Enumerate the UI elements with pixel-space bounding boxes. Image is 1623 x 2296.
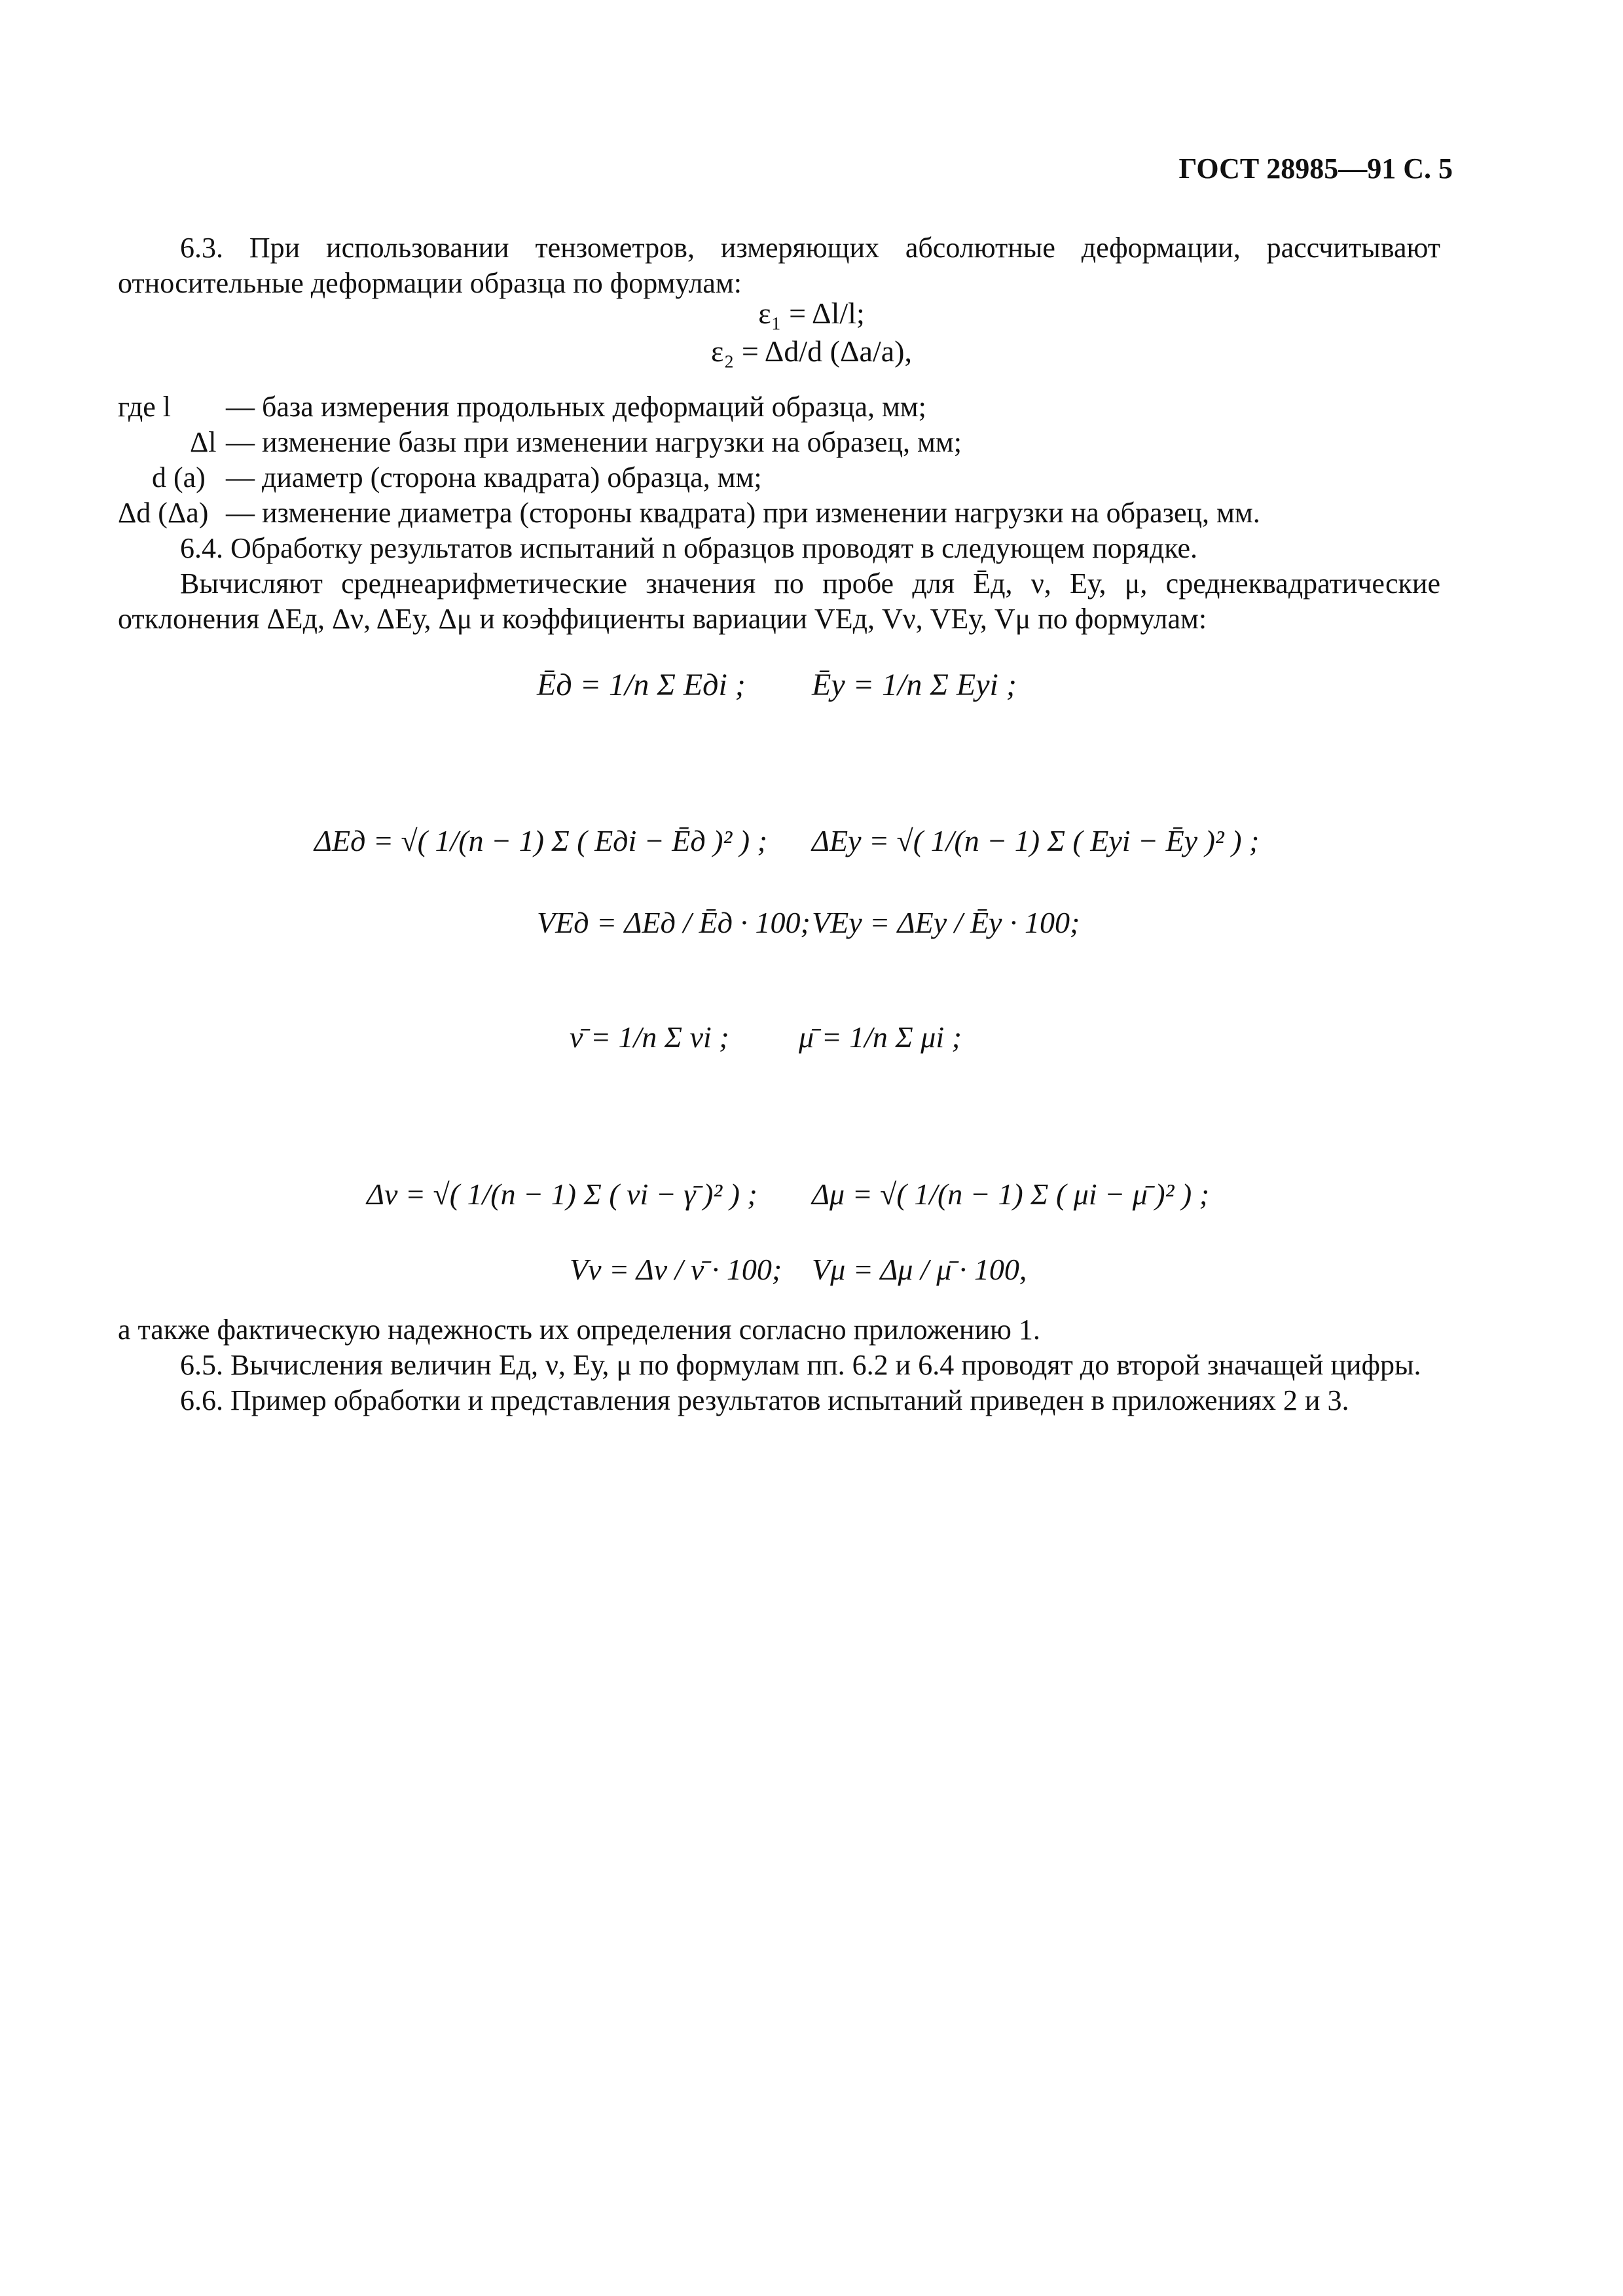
formula-mean-nu [570, 1020, 729, 1054]
formula-text: Δν = √( 1/(n − 1) Σ ( νi − γ̄ )² ) ; [367, 1177, 757, 1211]
formula-text: Vν = Δν / ν̄ · 100; [570, 1253, 782, 1286]
section-6-3 [118, 230, 1440, 301]
formula-cv-nu [570, 1253, 782, 1286]
paragraph-after-formulas: а также фактическую надежность их определения согласно приложению 1. [118, 1314, 1040, 1346]
formula-std-ey [811, 824, 1259, 857]
legend-desc: — изменение базы при изменении нагрузки на образец, мм; [226, 426, 962, 458]
paragraph-6-6: 6.6. Пример обработки и представления результатов испытаний приведен в приложениях 2 и 3. [180, 1384, 1349, 1416]
formula-text: VEд = ΔEд / Ēд · 100; [537, 906, 811, 939]
formula-text: ν̄ = 1/n Σ νi ; [570, 1020, 729, 1054]
page-header: ГОСТ 28985—91 С. 5 [1178, 152, 1453, 185]
legend-term: d (a) [152, 461, 206, 493]
formula-block [0, 635, 1623, 1289]
formula-text: Δμ = √( 1/(n − 1) Σ ( μi − μ̄ )² ) ; [812, 1177, 1210, 1211]
legend-desc: — база измерения продольных деформаций образца, мм; [226, 391, 926, 423]
section-6-5-6-6 [118, 1312, 1440, 1418]
formula-std-nu [365, 1177, 757, 1211]
formula-cv-ey [812, 906, 1080, 939]
formula-text: Ēд = 1/n Σ Eдi ; [537, 668, 746, 702]
formula-std-mu [811, 1177, 1209, 1211]
formula-mean-mu [798, 1020, 962, 1054]
legend-term: Δl [190, 426, 217, 458]
formula-std-ed [313, 824, 767, 857]
formula-text: Ēу = 1/n Σ Eуi ; [812, 668, 1017, 702]
legend-desc: — диаметр (сторона квадрата) образца, мм; [226, 461, 762, 493]
paragraph-6-3: 6.3. При использовании тензометров, измеряющих абсолютные деформации, рассчитывают относительные деформации образца по формулам: [118, 232, 1440, 299]
legend-desc: — изменение диаметра (стороны квадрата) при изменении нагрузки на образец, мм. [226, 497, 1260, 529]
paragraph-6-5: 6.5. Вычисления величин Eд, ν, Eу, μ по формулам пп. 6.2 и 6.4 проводят до второй значащей цифры. [180, 1349, 1421, 1381]
formula-mean-ey [811, 668, 1017, 702]
paragraph-6-4: 6.4. Обработку результатов испытаний n образцов проводят в следующем порядке. [180, 532, 1198, 564]
formula-cv-mu [812, 1253, 1027, 1286]
formula-cv-ed [537, 906, 811, 939]
formula-text: ΔEд = √( 1/(n − 1) Σ ( Eдi − Ēд )² ) ; [314, 824, 767, 857]
formula-text: μ̄ = 1/n Σ μi ; [799, 1020, 962, 1054]
formula-text: Vμ = Δμ / μ̄ · 100, [812, 1253, 1027, 1286]
formula-eps2: ε₂ = Δd/d (Δa/a), [711, 334, 912, 368]
formula-text: ΔEу = √( 1/(n − 1) Σ ( Eуi − Ēу )² ) ; [812, 824, 1260, 857]
legend-term: где l [118, 391, 171, 423]
formula-mean-ed [536, 668, 746, 702]
paragraph-6-4-formulas-intro: Вычисляют среднеарифметические значения по пробе для Ēд, ν, Eу, μ, среднеквадратические отклонения ΔEд, Δν, ΔEу, Δμ и коэффициенты вариации VEд, Vν, VEу, Vμ по формулам: [118, 567, 1440, 635]
section-6-4 [118, 531, 1440, 637]
formula-eps1: ε₁ = Δl/l; [758, 296, 865, 330]
formula-text: VEу = ΔEу / Ēу · 100; [812, 906, 1080, 939]
legend-term: Δd (Δa) [118, 497, 209, 529]
